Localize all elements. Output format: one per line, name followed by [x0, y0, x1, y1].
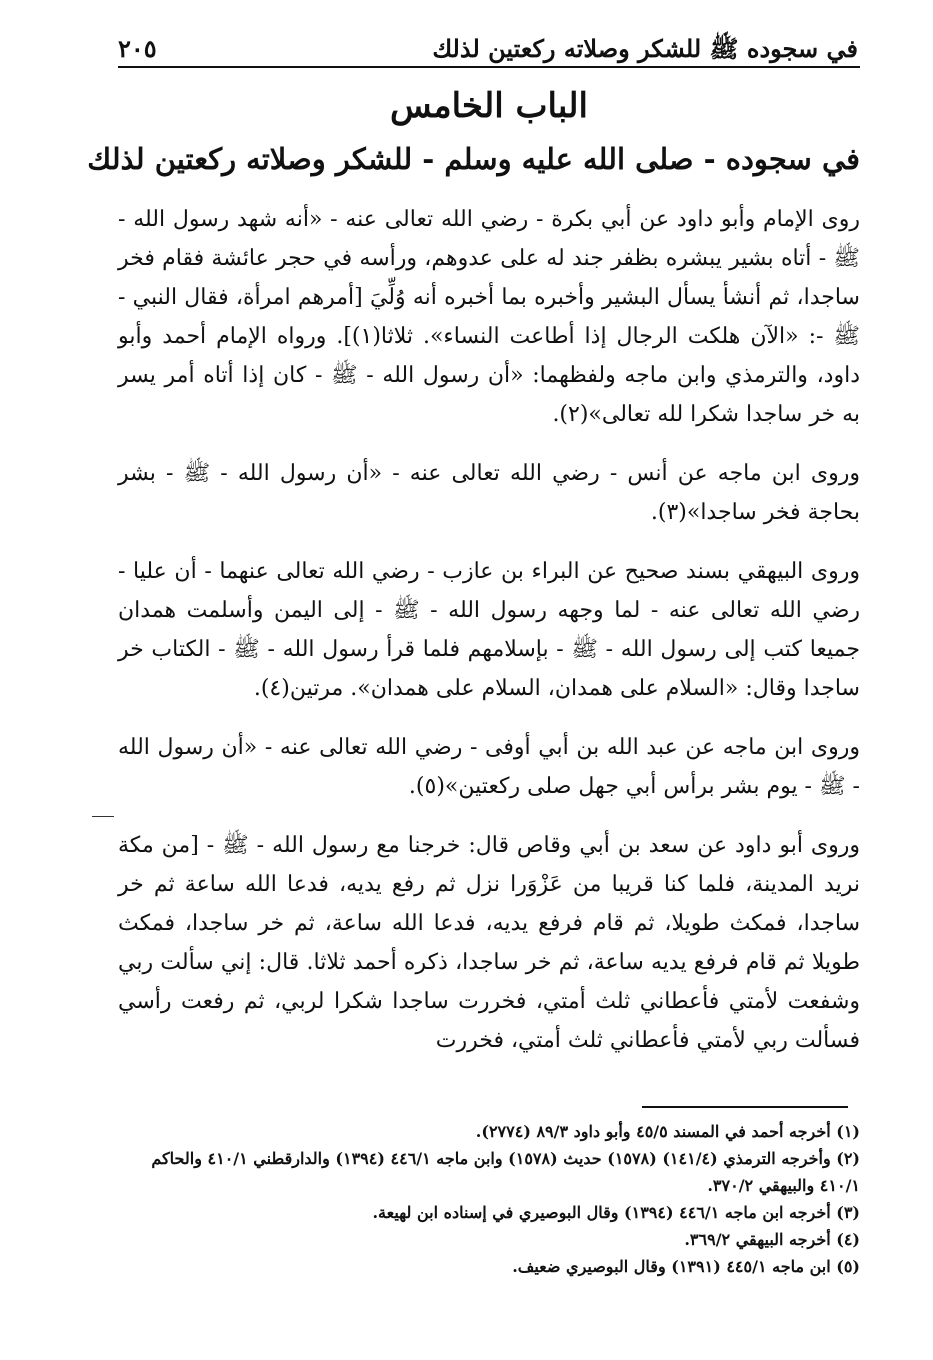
footnote: (٢) وأخرجه الترمذي (١٤١/٤) (١٥٧٨) حديث (١٥٧٨) وابن ماجه ٤٤٦/١ (١٣٩٤) والدارقطني ٤١٠/١ والحاكم ٤١٠/١ والبيهقي ٣٧٠/٢. [151, 1149, 860, 1195]
running-header-title: في سجوده ﷺ للشكر وصلاته ركعتين لذلك [432, 34, 858, 63]
page-number: ٢٠٥ [118, 34, 157, 63]
body-text [118, 200, 860, 1080]
paragraph: وروى البيهقي بسند صحيح عن البراء بن عازب - رضي الله تعالى عنهما - أن عليا - رضي الله تعالى عنه - لما وجهه رسول الله - ﷺ - إلى اليمن وأسلمت همدان جميعا كتب إلى رسول الله - ﷺ - بإسلامهم فلما قرأ رسول الله - ﷺ - الكتاب خر ساجدا وقال: «السلام على همدان، السلام على همدان». مرتين(٤). [118, 559, 860, 701]
paragraph: وروى ابن ماجه عن عبد الله بن أبي أوفى - رضي الله تعالى عنه - «أن رسول الله - ﷺ - يوم بشر برأس أبي جهل صلى ركعتين»(٥). [118, 735, 860, 799]
running-header [118, 30, 858, 70]
footnote: (٤) أخرجه البيهقي ٣٦٩/٢. [684, 1230, 860, 1249]
paragraph: وروى ابن ماجه عن أنس - رضي الله تعالى عنه - «أن رسول الله - ﷺ - بشر بحاجة فخر ساجدا»(٣). [118, 461, 860, 525]
footnote-divider [642, 1106, 848, 1108]
paragraph: روى الإمام وأبو داود عن أبي بكرة - رضي الله تعالى عنه - «أنه شهد رسول الله - ﷺ - أتاه بشير يبشره بظفر جند له على عدوهم، ورأسه في حجر عائشة فقام فخر ساجدا، ثم أنشأ يسأل البشير وأخبره بما أخبره أنه وُلِّيَ [أمرهم امرأة، فقال النبي - ﷺ -: «الآن هلكت الرجال إذا أطاعت النساء». ثلاثا(١)]. ورواه الإمام أحمد وأبو داود، والترمذي وابن ماجه ولفظهما: «أن رسول الله - ﷺ - كان إذا أتاه أمر يسر به خر ساجدا شكرا لله تعالى»(٢). [118, 207, 860, 427]
footnotes [118, 1118, 860, 1280]
chapter-title: الباب الخامس [390, 86, 588, 126]
chapter-subtitle: في سجوده - صلى الله عليه وسلم - للشكر وصلاته ركعتين لذلك [87, 142, 860, 176]
paragraph: وروى أبو داود عن سعد بن أبي وقاص قال: خرجنا مع رسول الله - ﷺ - [من مكة نريد المدينة، فلما كنا قريبا من عَزْوَرا نزل ثم رفع يديه، فدعا الله ساعة ثم خر ساجدا، فمكث طويلا، ثم قام فرفع يديه، فدعا الله ساعة، ثم خر ساجدا، فمكث طويلا ثم قام فرفع يديه ساعة، ثم خر ساجدا، ذكره أحمد ثلاثا. قال: إني سألت ربي وشفعت لأمتي فأعطاني ثلث أمتي، فخررت ساجدا شكرا لربي، ثم رفعت رأسي فسألت ربي لأمتي فأعطاني ثلث أمتي، فخررت [118, 833, 860, 1053]
footnote: (١) أخرجه أحمد في المسند ٤٥/٥ وأبو داود ٨٩/٣ (٢٧٧٤). [475, 1122, 860, 1141]
header-divider [118, 66, 860, 68]
footnote: (٥) ابن ماجه ٤٤٥/١ (١٣٩١) وقال البوصيري ضعيف. [512, 1257, 860, 1276]
margin-mark [92, 816, 114, 817]
footnote: (٣) أخرجه ابن ماجه ٤٤٦/١ (١٣٩٤) وقال البوصيري في إسناده ابن لهيعة. [372, 1203, 860, 1222]
